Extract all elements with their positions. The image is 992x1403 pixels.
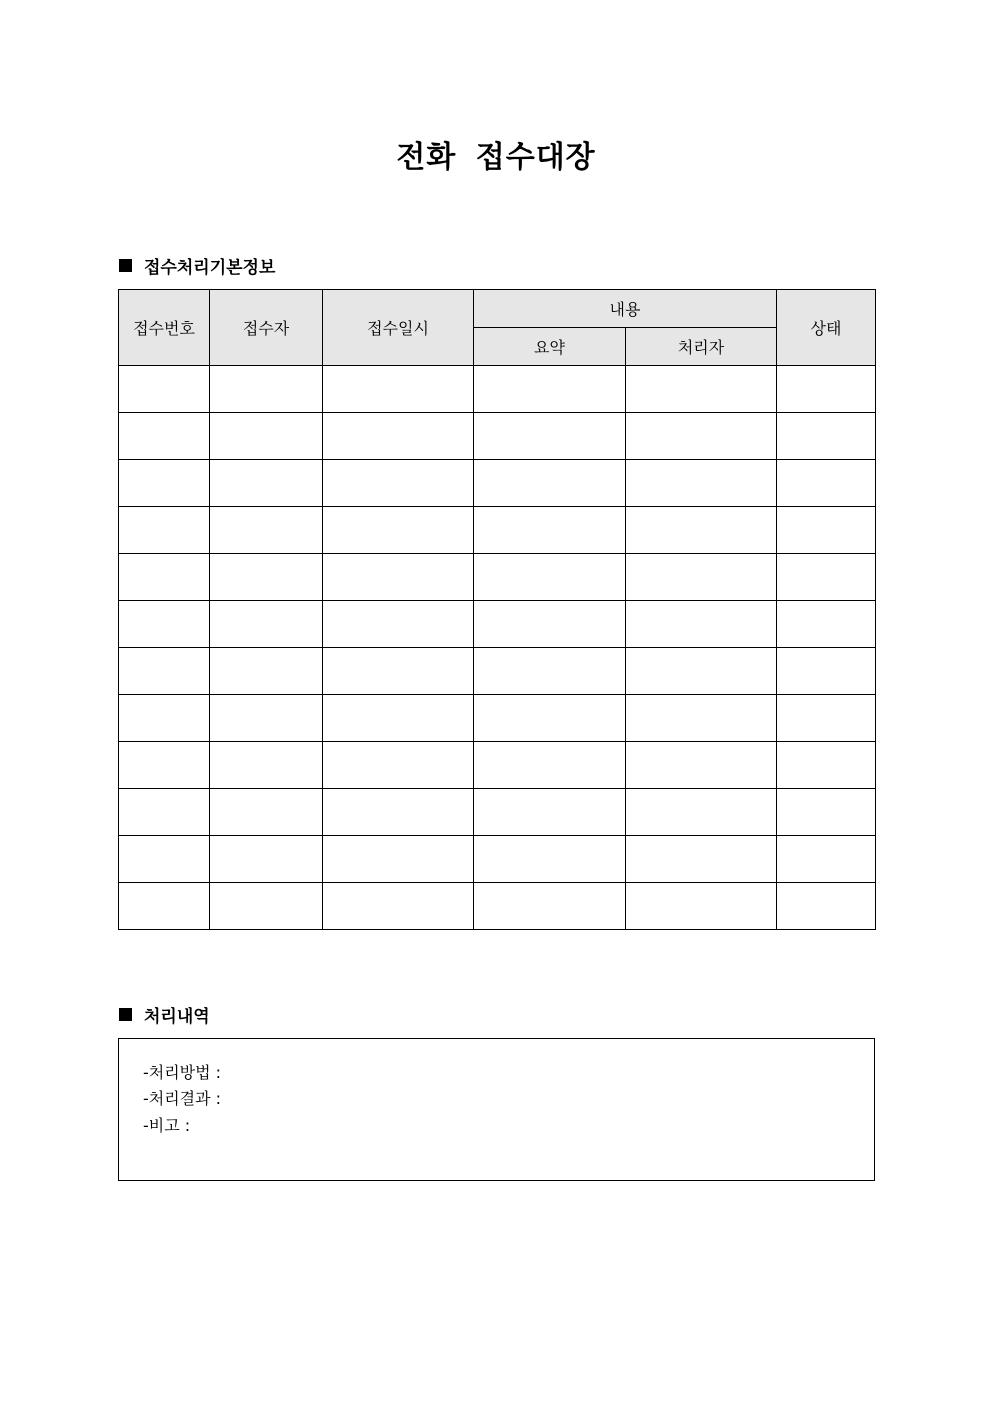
header-content: 내용 (474, 290, 777, 328)
cell-receipt-number[interactable] (119, 601, 210, 648)
cell-receiver[interactable] (210, 366, 323, 413)
cell-receiver[interactable] (210, 554, 323, 601)
header-status: 상태 (777, 290, 876, 366)
cell-receipt-number[interactable] (119, 366, 210, 413)
table-row (119, 648, 876, 695)
cell-handler[interactable] (626, 460, 777, 507)
cell-receipt-number[interactable] (119, 507, 210, 554)
cell-receiver[interactable] (210, 742, 323, 789)
cell-status[interactable] (777, 507, 876, 554)
header-receipt-number: 접수번호 (119, 290, 210, 366)
table-row (119, 742, 876, 789)
cell-handler[interactable] (626, 413, 777, 460)
cell-summary[interactable] (474, 507, 626, 554)
processing-notes-box (118, 1038, 875, 1181)
section-heading-label: 처리내역 (144, 1007, 210, 1027)
cell-received-at[interactable] (323, 507, 474, 554)
cell-receipt-number[interactable] (119, 554, 210, 601)
cell-receipt-number[interactable] (119, 836, 210, 883)
cell-status[interactable] (777, 460, 876, 507)
cell-received-at[interactable] (323, 836, 474, 883)
section-heading-basic-info (119, 253, 275, 278)
cell-status[interactable] (777, 695, 876, 742)
note-remarks: -비고 : (143, 1116, 191, 1135)
cell-receipt-number[interactable] (119, 789, 210, 836)
register-body (119, 366, 876, 930)
cell-handler[interactable] (626, 742, 777, 789)
cell-received-at[interactable] (323, 789, 474, 836)
cell-summary[interactable] (474, 883, 626, 930)
cell-received-at[interactable] (323, 648, 474, 695)
cell-receiver[interactable] (210, 883, 323, 930)
cell-summary[interactable] (474, 648, 626, 695)
cell-handler[interactable] (626, 836, 777, 883)
cell-status[interactable] (777, 413, 876, 460)
header-summary: 요약 (474, 328, 626, 366)
note-processing-result: -처리결과 : (143, 1089, 222, 1108)
section-heading-processing (119, 1002, 210, 1027)
section-heading-label: 접수처리기본정보 (144, 258, 276, 278)
cell-handler[interactable] (626, 789, 777, 836)
cell-received-at[interactable] (323, 413, 474, 460)
cell-receiver[interactable] (210, 836, 323, 883)
cell-received-at[interactable] (323, 742, 474, 789)
note-processing-method: -처리방법 : (143, 1063, 222, 1082)
cell-receiver[interactable] (210, 460, 323, 507)
cell-receiver[interactable] (210, 789, 323, 836)
cell-receiver[interactable] (210, 601, 323, 648)
cell-summary[interactable] (474, 695, 626, 742)
cell-receiver[interactable] (210, 507, 323, 554)
cell-received-at[interactable] (323, 601, 474, 648)
cell-handler[interactable] (626, 554, 777, 601)
cell-status[interactable] (777, 742, 876, 789)
cell-receipt-number[interactable] (119, 413, 210, 460)
cell-handler[interactable] (626, 366, 777, 413)
cell-receipt-number[interactable] (119, 742, 210, 789)
cell-received-at[interactable] (323, 366, 474, 413)
cell-receiver[interactable] (210, 695, 323, 742)
cell-receipt-number[interactable] (119, 460, 210, 507)
cell-status[interactable] (777, 836, 876, 883)
cell-handler[interactable] (626, 648, 777, 695)
table-row (119, 836, 876, 883)
cell-status[interactable] (777, 883, 876, 930)
cell-handler[interactable] (626, 601, 777, 648)
square-bullet-icon (119, 1008, 132, 1021)
cell-receipt-number[interactable] (119, 648, 210, 695)
table-row (119, 507, 876, 554)
cell-receipt-number[interactable] (119, 695, 210, 742)
cell-handler[interactable] (626, 883, 777, 930)
table-row (119, 601, 876, 648)
cell-received-at[interactable] (323, 460, 474, 507)
table-row (119, 366, 876, 413)
table-row (119, 460, 876, 507)
cell-summary[interactable] (474, 554, 626, 601)
cell-status[interactable] (777, 789, 876, 836)
cell-receipt-number[interactable] (119, 883, 210, 930)
cell-status[interactable] (777, 601, 876, 648)
header-handler: 처리자 (626, 328, 777, 366)
table-row (119, 695, 876, 742)
table-row (119, 789, 876, 836)
cell-summary[interactable] (474, 366, 626, 413)
table-row (119, 554, 876, 601)
reception-register-table (118, 289, 876, 930)
header-receiver: 접수자 (210, 290, 323, 366)
cell-receiver[interactable] (210, 648, 323, 695)
cell-received-at[interactable] (323, 695, 474, 742)
cell-status[interactable] (777, 554, 876, 601)
cell-summary[interactable] (474, 601, 626, 648)
table-row (119, 413, 876, 460)
cell-received-at[interactable] (323, 554, 474, 601)
cell-status[interactable] (777, 366, 876, 413)
cell-received-at[interactable] (323, 883, 474, 930)
cell-handler[interactable] (626, 695, 777, 742)
cell-summary[interactable] (474, 742, 626, 789)
cell-summary[interactable] (474, 413, 626, 460)
cell-receiver[interactable] (210, 413, 323, 460)
square-bullet-icon (119, 259, 132, 272)
cell-summary[interactable] (474, 789, 626, 836)
cell-status[interactable] (777, 648, 876, 695)
page-title: 전화 접수대장 (396, 140, 596, 175)
cell-summary[interactable] (474, 836, 626, 883)
cell-handler[interactable] (626, 507, 777, 554)
header-received-at: 접수일시 (323, 290, 474, 366)
cell-summary[interactable] (474, 460, 626, 507)
table-row (119, 883, 876, 930)
